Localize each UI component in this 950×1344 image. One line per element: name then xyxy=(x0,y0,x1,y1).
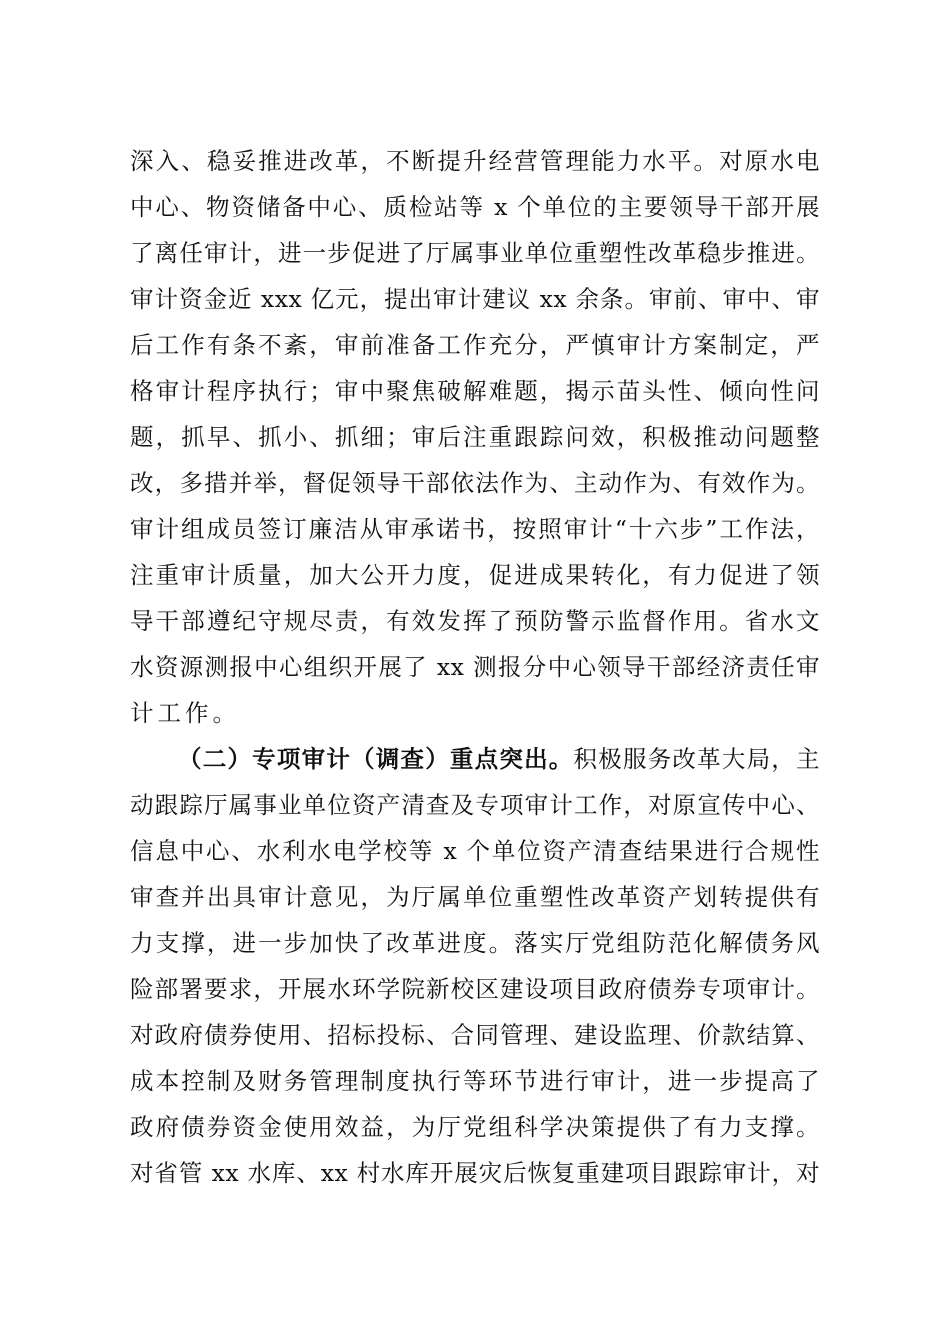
paragraph-line: 导干部遵纪守规尽责，有效发挥了预防警示监督作用。省水文 xyxy=(130,607,820,635)
paragraph-line: 信息中心、水利水电学校等 x 个单位资产清查结果进行合规性 xyxy=(130,837,820,865)
section-first-line-text: 积极服务改革大局，主 xyxy=(573,745,821,773)
paragraph-line: 改，多措并举，督促领导干部依法作为、主动作为、有效作为。 xyxy=(130,469,820,497)
paragraph-line: 了离任审计，进一步促进了厅属事业单位重塑性改革稳步推进。 xyxy=(130,239,820,267)
paragraph-line: 深入、稳妥推进改革，不断提升经营管理能力水平。对原水电 xyxy=(130,147,820,175)
paragraph-line: 险部署要求，开展水环学院新校区建设项目政府债券专项审计。 xyxy=(130,975,820,1003)
paragraph-line: 中心、物资储备中心、质检站等 x 个单位的主要领导干部开展 xyxy=(130,193,820,221)
paragraph-line: 后工作有条不紊，审前准备工作充分，严慎审计方案制定，严 xyxy=(130,331,820,359)
paragraph-line: 格审计程序执行；审中聚焦破解难题，揭示苗头性、倾向性问 xyxy=(130,377,820,405)
paragraph-line: 审计资金近 xxx 亿元，提出审计建议 xx 余条。审前、审中、审 xyxy=(130,285,820,313)
paragraph-line: 对省管 xx 水库、xx 村水库开展灾后恢复重建项目跟踪审计，对 xyxy=(130,1159,820,1187)
paragraph-line: 政府债券资金使用效益，为厅党组科学决策提供了有力支撑。 xyxy=(130,1113,820,1141)
paragraph-line: 成本控制及财务管理制度执行等环节进行审计，进一步提高了 xyxy=(130,1067,820,1095)
paragraph-line: 对政府债券使用、招标投标、合同管理、建设监理、价款结算、 xyxy=(130,1021,820,1049)
section-first-line xyxy=(178,744,820,774)
paragraph-line: 计工作。 xyxy=(130,699,240,727)
paragraph-line: 力支撑，进一步加快了改革进度。落实厅党组防范化解债务风 xyxy=(130,929,820,957)
section-heading: （二）专项审计（调查）重点突出。 xyxy=(178,745,574,773)
paragraph-line: 题，抓早、抓小、抓细；审后注重跟踪问效，积极推动问题整 xyxy=(130,423,820,451)
paragraph-line: 注重审计质量，加大公开力度，促进成果转化，有力促进了领 xyxy=(130,561,820,589)
paragraph-line: 水资源测报中心组织开展了 xx 测报分中心领导干部经济责任审 xyxy=(130,653,820,681)
paragraph-line: 审查并出具审计意见，为厅属单位重塑性改革资产划转提供有 xyxy=(130,883,820,911)
paragraph-line: 动跟踪厅属事业单位资产清查及专项审计工作，对原宣传中心、 xyxy=(130,791,820,819)
paragraph-line: 审计组成员签订廉洁从审承诺书，按照审计“十六步”工作法， xyxy=(130,515,820,543)
